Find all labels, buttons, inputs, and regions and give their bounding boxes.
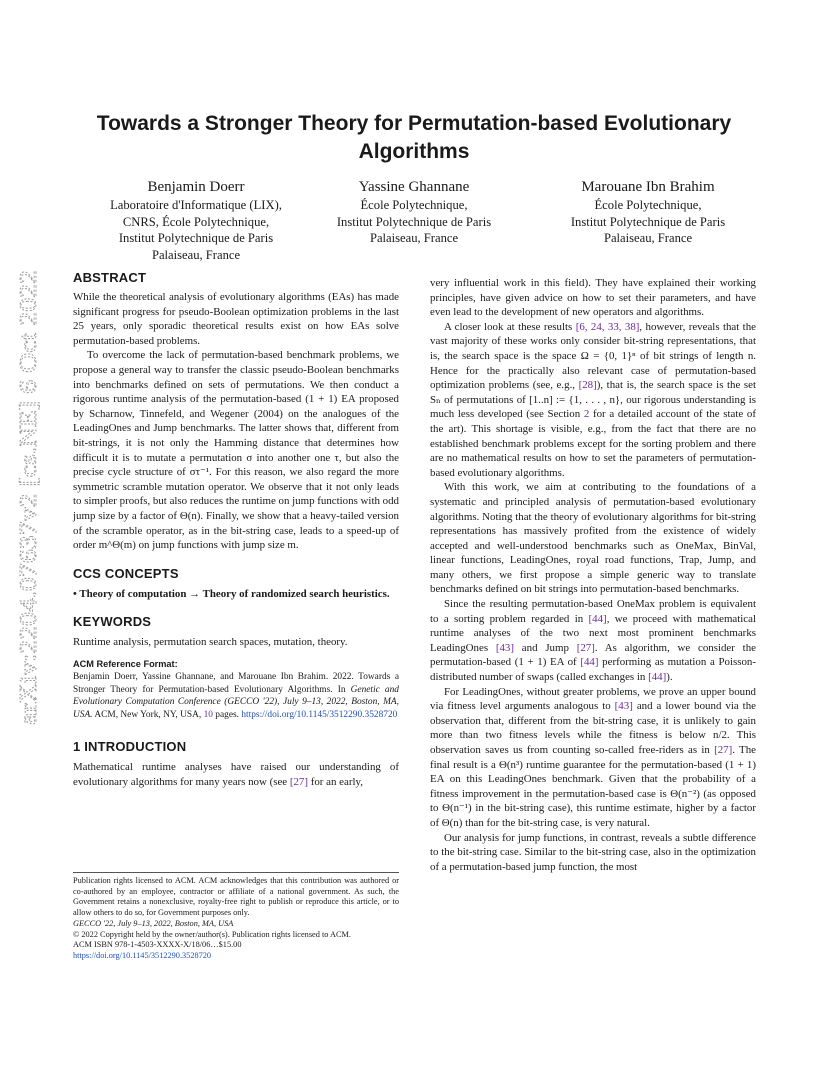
author-name: Benjamin Doerr xyxy=(147,179,245,195)
author-affiliation: École Polytechnique, xyxy=(360,198,468,212)
ccs-heading: CCS CONCEPTS xyxy=(73,565,179,581)
abstract-heading: ABSTRACT xyxy=(73,270,147,285)
footnote-copyright: © 2022 Copyright held by the owner/author(s). Publication rights licensed to ACM. xyxy=(73,929,351,939)
author-block-2 xyxy=(316,178,512,247)
author-name: Yassine Ghannane xyxy=(358,179,470,195)
reference-format: Benjamin Doerr, Yassine Ghannane, and Marouane Ibn Brahim. 2022. Towards a Stronger Theory for Permutation-based Evolutionary Algorithms. In Genetic and Evolutionary Computation Conference (GECCO '22), July 9–13, 2022, Boston, MA, USA. ACM, New York, NY, USA, 10 pages. https://doi.org/10.1145/3512290.3528720 xyxy=(73,672,399,720)
citation-link[interactable]: [44] xyxy=(648,671,667,684)
author-affiliation: Laboratoire d'Informatique (LIX), xyxy=(110,198,282,212)
body-paragraph: Since the resulting permutation-based OneMax problem is equivalent to a sorting problem regarded in [44], we proceed with mathematical runtime analyses of the two next most prominent benchmarks LeadingOnes [43] and Jump [27]. As algorithm, we consider the permutation-based (1 + 1) EA of [44] performing as mutation a Poisson-distributed number of swaps (called exchanges in [44]). xyxy=(430,598,756,684)
author-affiliation: Palaiseau, France xyxy=(369,231,459,245)
citation-link[interactable]: [28] xyxy=(578,379,597,392)
abstract-paragraph: To overcome the lack of permutation-based benchmark problems, we propose a general way to transfer the classic pseudo-Boolean benchmarks into benchmarks defined on sets of permutations. We then conduct a rigorous runtime analysis of the permutation-based (1 + 1) EA proposed by Scharnow, Tinnefeld, and Wegener (2004) on the analogues of the LeadingOnes and Jump benchmarks. The latter shows that, different from bit-strings, it is not only the Hamming distance that determines how difficult it is to mutate a permutation σ into another one τ, but also the precise cycle structure of στ⁻¹. For this reason, we also regard the more symmetric scramble mutation operator. We observe that it not only leads to simpler proofs, but also reduces the runtime on jump functions with odd jump size by a factor of Θ(n). Finally, we show that a heavy-tailed version of the scramble operator, as in the bit-string case, leads to a speed-up of order m^Θ(m) on jump functions with jump size m. xyxy=(73,349,399,552)
page-count-link[interactable]: 10 xyxy=(203,709,213,720)
right-column xyxy=(430,276,756,874)
doi-link[interactable]: https://doi.org/10.1145/3512290.3528720 xyxy=(241,709,398,720)
footnote-rights: Publication rights licensed to ACM. ACM acknowledges that this contribution was authored or co-authored by an employee, contractor or affiliate of a national government. As such, the Government retains a nonexclusive, royalty-free right to publish or reproduce this article, or to allow others to do so, for Government purposes only. xyxy=(73,876,399,918)
body-paragraph: A closer look at these results [6, 24, 33, 38], however, reveals that the vast majority of these works only consider bit-string representations, that is, the search space is the space Ω = {0, 1}ⁿ of bit strings of length n. Hence for the practically also relevant case of permutation-based optimization problems (see, e.g., [28]), that is, the search space is the set Sₙ of permutations of [1..n] := {1, . . . , n}, our rigorous understanding is much less developed (see Section 2 for a detailed account of the state of the art). This shortage is visible, e.g., from the fact that there are no established benchmark problems except for the sorting problem and there are no mathematical results on how to set the parameters of permutation-based evolutionary algorithms. xyxy=(430,320,756,479)
paper-title: Towards a Stronger Theory for Permutation-based Evolutionary Algorithms xyxy=(96,112,732,163)
citation-link[interactable]: [27] xyxy=(576,641,595,654)
citation-link[interactable]: [27] xyxy=(714,744,733,756)
author-affiliation: Institut Polytechnique de Paris xyxy=(336,214,492,229)
author-block-1 xyxy=(80,178,312,263)
author-affiliation: Institut Polytechnique de Paris xyxy=(570,214,726,229)
arxiv-sidebar xyxy=(4,267,46,727)
citation-link[interactable]: [43] xyxy=(614,700,633,713)
citation-link[interactable]: [43] xyxy=(495,641,515,654)
reference-heading: ACM Reference Format: xyxy=(73,658,178,669)
author-affiliation: CNRS, École Polytechnique, xyxy=(122,214,270,229)
author-affiliation: École Polytechnique, xyxy=(594,198,702,212)
body-paragraph: With this work, we aim at contributing to the foundations of a systematic and principled analysis of permutation-based evolutionary algorithms. Noting that the theory of evolutionary algorithms for bit-string representations has massively profited from the existence of widely accepted and well-understood benchmarks such as OneMax, BinVal, linear functions, LeadingOnes, royal road functions, Trap, Jump, and many others, we first propose a simple generic way to translate benchmarks defined on bit strings into permutation-based benchmarks. xyxy=(430,481,756,596)
citation-link[interactable]: [44] xyxy=(588,612,607,625)
body-paragraph: For LeadingOnes, without greater problems, we prove an upper bound via fitness level arguments analogous to [43] and a lower bound via the observation that, different from the bit-string case, it is unlikely to gain more than two fitness levels while the fitness is below n/2. This observation saves us from counting so-called free-riders as in [27]. The final result is a Θ(n³) runtime guarantee for the permutation-based (1 + 1) EA on this LeadingOnes benchmark. Given that the probability of a fitness improvement in the permutation-based case is Θ(n⁻²) (as opposed to Θ(n⁻¹) in the bit-string case), this runtime estimate, higher by a factor of Θ(n) than for the bit-string case, is very natural. xyxy=(430,685,756,829)
keywords-heading: KEYWORDS xyxy=(73,614,152,630)
keywords-text: Runtime analysis, permutation search spaces, mutation, theory. xyxy=(73,636,348,649)
footnote xyxy=(73,872,399,962)
left-column xyxy=(73,270,399,789)
author-name: Marouane Ibn Brahim xyxy=(581,179,715,195)
body-paragraph: Our analysis for jump functions, in contrast, reveals a subtle difference to the bit-string case. Similar to the bit-string case, also in the optimization of a permutation-based jump function, the most xyxy=(430,831,756,873)
author-affiliation: Palaiseau, France xyxy=(603,231,693,245)
author-affiliation: Institut Polytechnique de Paris xyxy=(118,231,274,245)
author-block-3 xyxy=(532,178,764,247)
footnote-doi-link[interactable]: https://doi.org/10.1145/3512290.3528720 xyxy=(73,950,212,960)
citation-link[interactable]: [6, 24, 33, 38] xyxy=(575,320,640,333)
citation-link[interactable]: [27] xyxy=(289,775,309,788)
ccs-text: • Theory of computation → Theory of randomized search heuristics. xyxy=(73,587,390,600)
arxiv-identifier: arXiv:2204.07637v2 [cs.NE] 6 Oct 2022 xyxy=(15,324,42,725)
reference-venue: Genetic and Evolutionary Computation Conference (GECCO '22), July 9–13, 2022, Boston, MA, USA. xyxy=(73,684,399,720)
abstract-paragraph: While the theoretical analysis of evolutionary algorithms (EAs) has made significant progress for pseudo-Boolean optimization problems in the last 25 years, only sporadic theoretical results exist on how EAs solve permutation-based problems. xyxy=(73,291,399,347)
section-link[interactable]: 2 xyxy=(583,408,590,421)
author-affiliation: Palaiseau, France xyxy=(151,247,241,262)
citation-link[interactable]: [44] xyxy=(580,656,599,669)
footnote-venue: GECCO '22, July 9–13, 2022, Boston, MA, USA xyxy=(73,918,234,928)
introduction-heading: 1 INTRODUCTION xyxy=(73,739,187,755)
body-paragraph: very influential work in this field). They have explained their working principles, have given advice on how to set their parameters, and have even lead to the development of new operators and algorithms. xyxy=(430,277,756,319)
footnote-isbn: ACM ISBN 978-1-4503-XXXX-X/18/06…$15.00 xyxy=(73,940,242,950)
introduction-paragraph: Mathematical runtime analyses have raised our understanding of evolutionary algorithms for many years now (see [27] for an early, xyxy=(73,761,399,788)
